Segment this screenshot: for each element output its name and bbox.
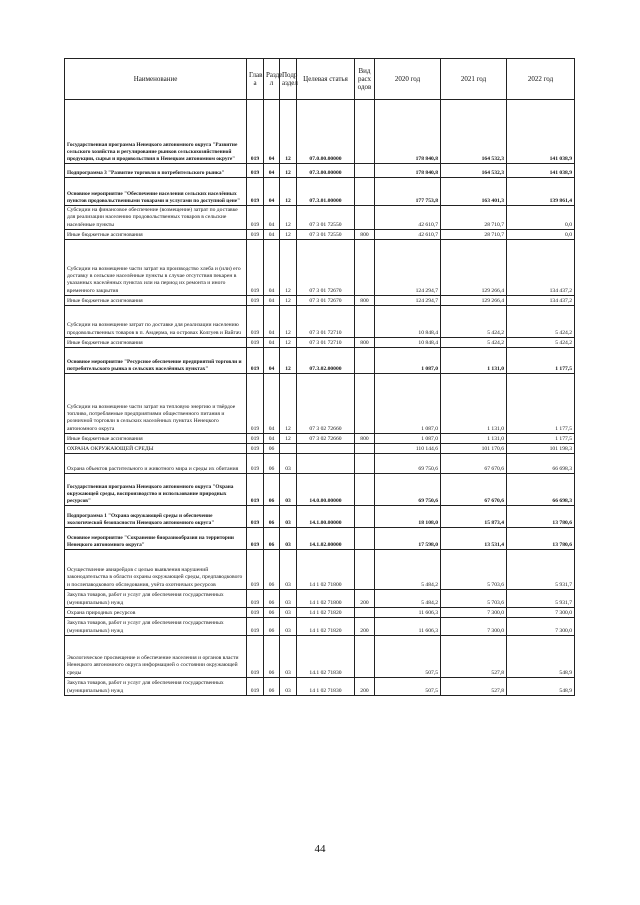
row-amount-2022: 139 861,4 [507,178,575,206]
row-amount-2022: 5 424,2 [507,338,575,348]
row-subsection: 12 [280,206,297,230]
row-expense-type: 800 [355,434,375,444]
row-amount-2020: 124 294,7 [375,240,441,296]
row-expense-type [355,164,375,178]
row-name: Субсидии на возмещение затрат по доставке для реализации населению продовольственных товаров в п. Амдерма, на островах Колгуев и Вайгач [65,306,247,338]
row-expense-type [355,348,375,374]
table-row [65,608,575,618]
row-target-item: 14 1 02 71830 [297,678,355,696]
row-name: Подпрограмма 3 "Развитие торговли в потребительского рынка" [65,164,247,178]
row-subsection: 12 [280,434,297,444]
row-name: Основное мероприятие "Обеспечение населения сельских населённых пунктов продовольственными товарами и услугами по доступной цене" [65,178,247,206]
row-section: 06 [264,636,280,678]
row-chapter: 019 [247,374,264,434]
row-name: Охрана объектов растительного и животного мира и среды их обитания [65,454,247,474]
row-expense-type [355,100,375,164]
row-amount-2020: 110 144,6 [375,444,441,454]
row-name: Иные бюджетные ассигнования [65,230,247,240]
row-section: 04 [264,434,280,444]
row-section: 04 [264,164,280,178]
row-amount-2021: 67 670,6 [441,474,507,506]
row-target-item: 14.0.00.00000 [297,474,355,506]
row-section: 04 [264,230,280,240]
row-amount-2021: 1 131,0 [441,374,507,434]
row-chapter: 019 [247,636,264,678]
row-amount-2021: 28 710,7 [441,206,507,230]
row-chapter: 019 [247,678,264,696]
row-amount-2021: 7 300,0 [441,608,507,618]
row-expense-type: 800 [355,338,375,348]
row-target-item: 07 3 01 72670 [297,296,355,306]
table-row [65,348,575,374]
row-expense-type [355,528,375,550]
row-name: Осуществление авиарейдов с целью выявления нарушений законодательства в области охраны окружающей среды, предпаводкового и послепаводкового обследования, учёта охотничьих ресурсов [65,550,247,590]
row-amount-2021: 527,8 [441,678,507,696]
row-chapter: 019 [247,590,264,608]
row-name: Закупка товаров, работ и услуг для обеспечения государственных (муниципальных) нужд [65,618,247,636]
row-expense-type: 800 [355,296,375,306]
row-chapter: 019 [247,506,264,528]
row-amount-2022: 141 038,9 [507,164,575,178]
row-subsection: 03 [280,590,297,608]
row-amount-2022: 134 437,2 [507,240,575,296]
row-name: Иные бюджетные ассигнования [65,296,247,306]
row-expense-type: 800 [355,230,375,240]
row-section: 06 [264,474,280,506]
row-amount-2020: 69 750,6 [375,474,441,506]
row-target-item: 14.1 02 71830 [297,636,355,678]
row-subsection: 03 [280,550,297,590]
row-section: 04 [264,100,280,164]
row-amount-2020: 17 598,0 [375,528,441,550]
row-name: Основное мероприятие "Ресурсное обеспечение предприятий торговли и потребительского рынка в сельских населённых пунктах" [65,348,247,374]
row-subsection: 03 [280,454,297,474]
row-target-item: 07 3 01 72550 [297,206,355,230]
row-subsection: 12 [280,100,297,164]
table-row [65,374,575,434]
row-amount-2020: 1 087,0 [375,374,441,434]
row-target-item: 14 1 02 71800 [297,590,355,608]
row-amount-2021: 15 873,4 [441,506,507,528]
row-amount-2020: 507,5 [375,678,441,696]
table-row [65,164,575,178]
row-target-item: 07 3 02 72660 [297,434,355,444]
row-target-item [297,444,355,454]
row-amount-2022: 548,9 [507,678,575,696]
row-section: 04 [264,296,280,306]
row-amount-2022: 548,9 [507,636,575,678]
row-amount-2020: 11 606,3 [375,608,441,618]
row-name: Подпрограмма 1 "Охрана окружающей среды и обеспечение экологической безопасности Ненецкого автономного округа" [65,506,247,528]
row-amount-2021: 129 266,4 [441,296,507,306]
table-row [65,590,575,608]
row-amount-2021: 101 170,6 [441,444,507,454]
row-amount-2021: 527,8 [441,636,507,678]
row-amount-2022: 13 780,6 [507,506,575,528]
row-amount-2020: 507,5 [375,636,441,678]
table-row [65,338,575,348]
row-section: 04 [264,306,280,338]
row-section: 06 [264,506,280,528]
row-subsection: 12 [280,338,297,348]
row-chapter: 019 [247,296,264,306]
row-amount-2022: 134 437,2 [507,296,575,306]
row-name: Основное мероприятие "Сохранение биоразнообразия на территории Ненецкого автономного округа" [65,528,247,550]
table-row [65,230,575,240]
row-chapter: 019 [247,348,264,374]
row-target-item: 07.3.02.00000 [297,348,355,374]
row-subsection: 03 [280,678,297,696]
page-number: 44 [314,843,326,855]
row-name: Экологическое просвещение и обеспечение населения и органов власти Ненецкого автономного округа информацией о состоянии окружающей среды [65,636,247,678]
row-subsection: 03 [280,636,297,678]
row-section: 06 [264,550,280,590]
row-target-item: 14 1 02 71820 [297,608,355,618]
table-row [65,444,575,454]
row-amount-2020: 178 840,8 [375,164,441,178]
row-chapter: 019 [247,306,264,338]
row-amount-2022: 5 931,7 [507,590,575,608]
row-amount-2022: 1 177,5 [507,374,575,434]
row-expense-type [355,474,375,506]
row-name: Субсидии на финансовое обеспечение (возмещение) затрат по доставке для реализации населению продовольственных товаров в сельские населённые пункты [65,206,247,230]
row-amount-2020: 1 087,0 [375,348,441,374]
row-amount-2021: 164 532,3 [441,164,507,178]
row-section: 04 [264,240,280,296]
row-amount-2021: 1 131,0 [441,348,507,374]
row-amount-2021: 5 703,6 [441,550,507,590]
row-amount-2021: 7 300,0 [441,618,507,636]
row-amount-2020: 124 294,7 [375,296,441,306]
row-amount-2020: 69 750,6 [375,454,441,474]
row-name: Закупка товаров, работ и услуг для обеспечения государственных (муниципальных) нужд [65,590,247,608]
row-target-item: 07.3.00.00000 [297,164,355,178]
row-subsection: 03 [280,506,297,528]
header-target-item: Целевая статья [297,59,355,100]
row-subsection: 03 [280,474,297,506]
table-row [65,100,575,164]
row-chapter: 019 [247,240,264,296]
table-row [65,550,575,590]
row-name: ОХРАНА ОКРУЖАЮЩЕЙ СРЕДЫ [65,444,247,454]
table-row [65,618,575,636]
row-section: 04 [264,178,280,206]
row-amount-2021: 129 266,4 [441,240,507,296]
row-amount-2022: 5 931,7 [507,550,575,590]
row-amount-2022: 7 300,0 [507,618,575,636]
table-row [65,528,575,550]
table-row [65,506,575,528]
row-amount-2020: 42 610,7 [375,206,441,230]
row-subsection: 03 [280,618,297,636]
row-section: 06 [264,444,280,454]
row-amount-2021: 163 401,3 [441,178,507,206]
row-amount-2022: 0,0 [507,206,575,230]
row-subsection: 12 [280,230,297,240]
header-chapter: Глав а [247,59,264,100]
row-amount-2021: 5 424,2 [441,338,507,348]
row-subsection: 12 [280,374,297,434]
row-expense-type [355,636,375,678]
row-amount-2021: 164 532,3 [441,100,507,164]
row-amount-2022: 141 038,9 [507,100,575,164]
row-target-item: 14 1 02 71820 [297,618,355,636]
row-chapter: 019 [247,618,264,636]
table-row [65,434,575,444]
row-section: 04 [264,348,280,374]
row-name: Государственная программа Ненецкого автономного округа "Охрана окружающей среды, воспроизводство и использование природных ресурсов" [65,474,247,506]
row-chapter: 019 [247,474,264,506]
row-amount-2020: 10 848,4 [375,306,441,338]
row-subsection: 03 [280,528,297,550]
row-name: Иные бюджетные ассигнования [65,434,247,444]
row-name: Государственная программа Ненецкого автономного округа "Развитие сельского хозяйства и регулирование рынков сельскохозяйственной продукции, сырья и продовольствия в Ненецком автономном округе" [65,100,247,164]
table-row [65,206,575,230]
row-chapter: 019 [247,434,264,444]
row-name: Охрана природных ресурсов [65,608,247,618]
row-subsection: 12 [280,240,297,296]
table-row [65,678,575,696]
row-chapter: 019 [247,338,264,348]
row-amount-2022: 66 698,3 [507,454,575,474]
row-amount-2022: 7 300,0 [507,608,575,618]
row-subsection: 12 [280,178,297,206]
header-year-2022: 2022 год [507,59,575,100]
row-target-item: 07 3 01 72550 [297,230,355,240]
row-amount-2022: 13 780,6 [507,528,575,550]
row-chapter: 019 [247,454,264,474]
row-subsection: 12 [280,296,297,306]
row-amount-2021: 13 531,4 [441,528,507,550]
row-amount-2020: 178 840,8 [375,100,441,164]
row-amount-2022: 1 177,5 [507,434,575,444]
table-row [65,240,575,296]
row-target-item: 14.1.02.00000 [297,528,355,550]
row-chapter: 019 [247,608,264,618]
row-name: Иные бюджетные ассигнования [65,338,247,348]
row-expense-type [355,454,375,474]
row-target-item: 07 3 01 72710 [297,338,355,348]
row-amount-2020: 177 753,8 [375,178,441,206]
header-section: Разде л [264,59,280,100]
row-chapter: 019 [247,550,264,590]
row-subsection: 03 [280,608,297,618]
table-header-row [65,59,575,100]
row-amount-2020: 10 848,4 [375,338,441,348]
row-amount-2021: 28 710,7 [441,230,507,240]
row-name: Субсидии на возмещение части затрат на производство хлеба и (или) его доставку в сельские населённые пункты в случае отсутствия пекарен в указанных населённых пунктах или на период их ремонта и иного временного закрытия [65,240,247,296]
row-amount-2022: 1 177,5 [507,348,575,374]
row-subsection: 12 [280,306,297,338]
row-section: 06 [264,678,280,696]
row-expense-type [355,550,375,590]
row-expense-type [355,444,375,454]
row-section: 06 [264,608,280,618]
row-amount-2021: 1 131,0 [441,434,507,444]
row-section: 06 [264,454,280,474]
row-target-item: 14 1 02 71800 [297,550,355,590]
row-target-item: 07 3 01 72710 [297,306,355,338]
row-section: 06 [264,618,280,636]
table-row [65,474,575,506]
row-expense-type [355,506,375,528]
header-expense-type: Вид расх одов [355,59,375,100]
row-chapter: 019 [247,444,264,454]
row-target-item: 07 3 02 72660 [297,374,355,434]
row-target-item: 07.0.00.00000 [297,100,355,164]
table-body [65,100,575,696]
header-year-2020: 2020 год [375,59,441,100]
row-subsection: 12 [280,348,297,374]
row-chapter: 019 [247,230,264,240]
row-amount-2020: 5 484,2 [375,590,441,608]
table-row [65,296,575,306]
row-expense-type [355,306,375,338]
row-expense-type [355,608,375,618]
row-chapter: 019 [247,100,264,164]
row-amount-2021: 5 424,2 [441,306,507,338]
row-amount-2020: 18 108,0 [375,506,441,528]
row-section: 04 [264,206,280,230]
row-amount-2020: 42 610,7 [375,230,441,240]
budget-table [64,58,575,696]
row-amount-2022: 101 198,3 [507,444,575,454]
row-subsection: 12 [280,164,297,178]
row-target-item [297,454,355,474]
row-amount-2021: 5 703,6 [441,590,507,608]
row-target-item: 14.1.00.00000 [297,506,355,528]
row-expense-type [355,178,375,206]
row-amount-2020: 5 484,2 [375,550,441,590]
row-section: 04 [264,338,280,348]
row-chapter: 019 [247,528,264,550]
row-section: 06 [264,590,280,608]
row-section: 06 [264,528,280,550]
row-target-item: 07.3.01.00000 [297,178,355,206]
row-amount-2021: 67 670,6 [441,454,507,474]
row-chapter: 019 [247,178,264,206]
row-target-item: 07 3 01 72670 [297,240,355,296]
row-name: Закупка товаров, работ и услуг для обеспечения государственных (муниципальных) нужд [65,678,247,696]
row-expense-type [355,374,375,434]
row-section: 04 [264,374,280,434]
row-expense-type: 200 [355,678,375,696]
row-chapter: 019 [247,206,264,230]
row-expense-type [355,240,375,296]
table-row [65,454,575,474]
row-amount-2022: 5 424,2 [507,306,575,338]
row-amount-2020: 11 606,3 [375,618,441,636]
row-name: Субсидии на возмещение части затрат на тепловую энергию и твёрдое топливо, потребляемые предприятиями общественного питания и розничной торговли в сельских населённых пунктах Ненецкого автономного округа [65,374,247,434]
table-row [65,306,575,338]
row-amount-2022: 0,0 [507,230,575,240]
row-expense-type: 200 [355,618,375,636]
table-row [65,636,575,678]
header-subsection: Подр аздел [280,59,297,100]
row-expense-type [355,206,375,230]
row-amount-2020: 1 087,0 [375,434,441,444]
row-expense-type: 200 [355,590,375,608]
table-row [65,178,575,206]
row-subsection [280,444,297,454]
header-name: Наименование [65,59,247,100]
row-amount-2022: 66 698,3 [507,474,575,506]
header-year-2021: 2021 год [441,59,507,100]
row-chapter: 019 [247,164,264,178]
